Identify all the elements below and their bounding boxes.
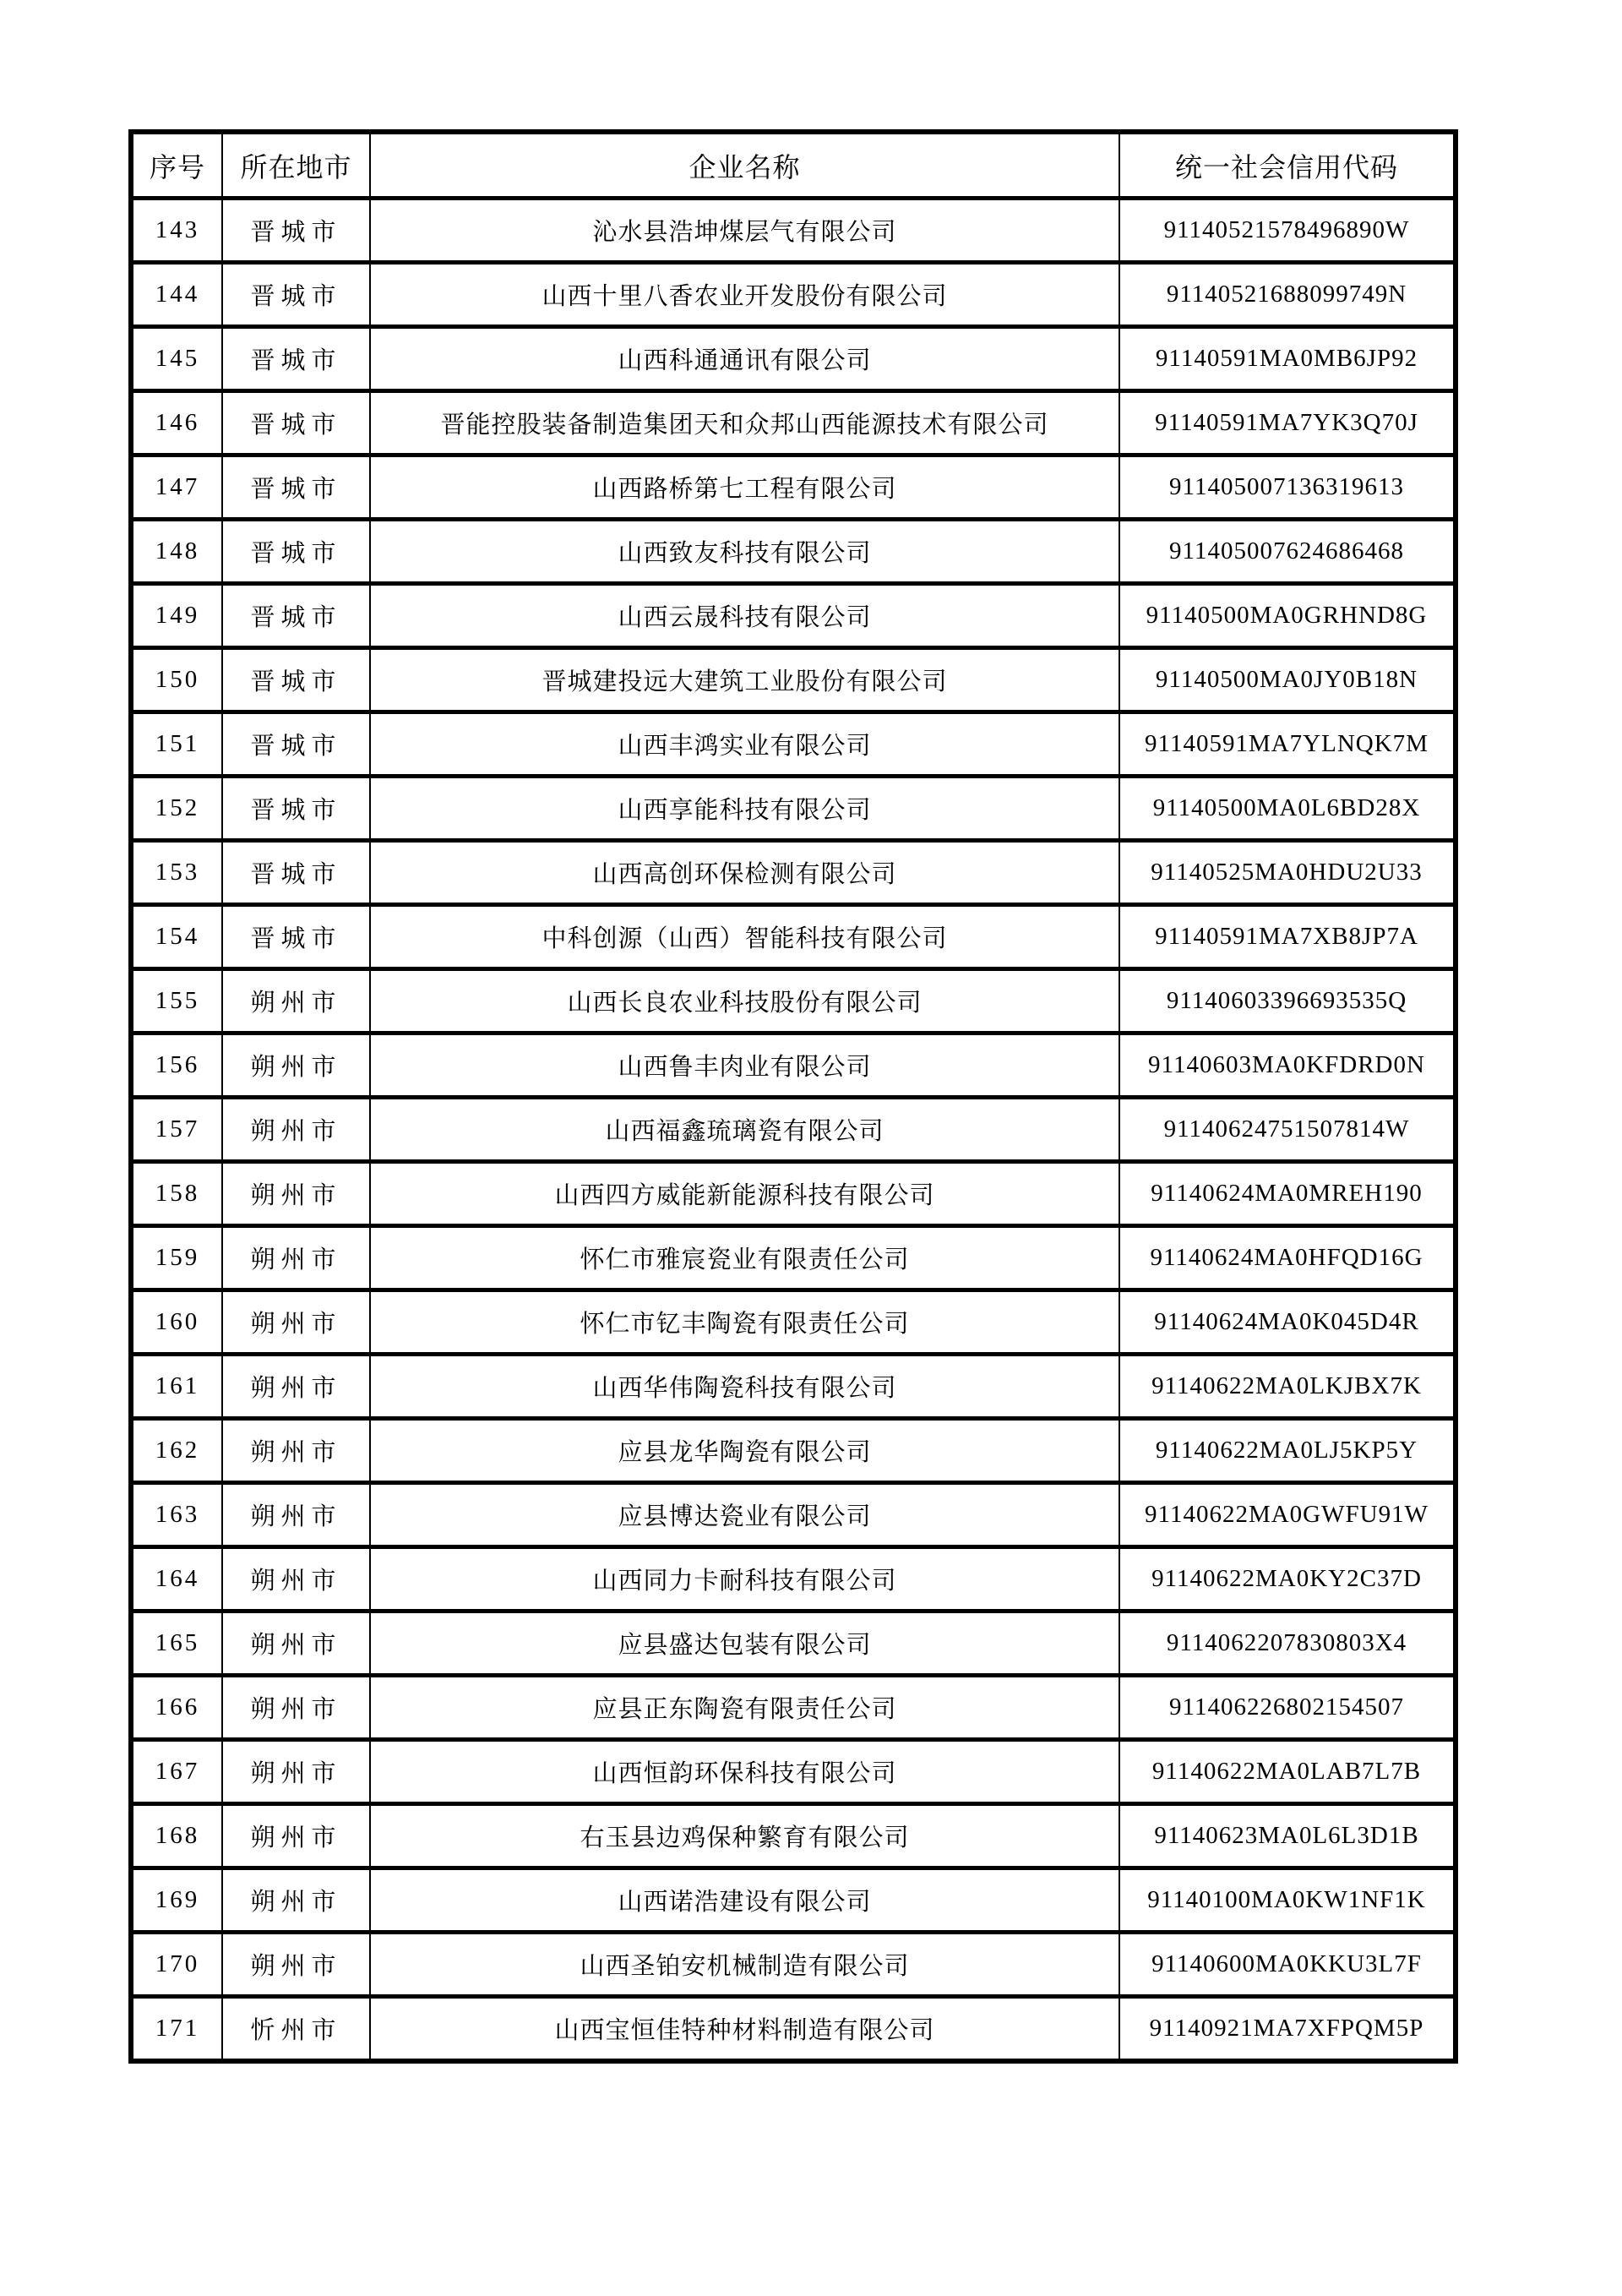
city-cell: 晋城市: [222, 327, 370, 391]
serial-number-cell: 168: [131, 1804, 222, 1868]
serial-number-cell: 159: [131, 1226, 222, 1290]
header-credit-code: 统一社会信用代码: [1119, 132, 1456, 199]
credit-code-cell: 91140500MA0L6BD28X: [1119, 777, 1456, 841]
serial-number-cell: 151: [131, 712, 222, 777]
table-row: [131, 1612, 1456, 1676]
table-row: [131, 1226, 1456, 1290]
table-row: [131, 1933, 1456, 1997]
table-row: [131, 841, 1456, 905]
city-cell: 朔州市: [222, 1162, 370, 1226]
serial-number-cell: 148: [131, 520, 222, 584]
serial-number-cell: 164: [131, 1547, 222, 1612]
company-name-cell: 山西长良农业科技股份有限公司: [370, 969, 1119, 1033]
credit-code-cell: 91140603396693535Q: [1119, 969, 1456, 1033]
credit-code-cell: 91140624MA0MREH190: [1119, 1162, 1456, 1226]
table-row: [131, 391, 1456, 455]
table-row: [131, 1098, 1456, 1162]
city-cell: 朔州市: [222, 1290, 370, 1355]
city-cell: 朔州市: [222, 1804, 370, 1868]
credit-code-cell: 911406226802154507: [1119, 1676, 1456, 1740]
credit-code-cell: 91140521688099749N: [1119, 263, 1456, 327]
serial-number-cell: 165: [131, 1612, 222, 1676]
credit-code-cell: 91140623MA0L6L3D1B: [1119, 1804, 1456, 1868]
city-cell: 朔州市: [222, 1676, 370, 1740]
company-name-cell: 山西恒韵环保科技有限公司: [370, 1740, 1119, 1804]
serial-number-cell: 154: [131, 905, 222, 969]
company-name-cell: 应县盛达包装有限公司: [370, 1612, 1119, 1676]
credit-code-cell: 91140624751507814W: [1119, 1098, 1456, 1162]
credit-code-cell: 91140591MA0MB6JP92: [1119, 327, 1456, 391]
credit-code-cell: 91140624MA0HFQD16G: [1119, 1226, 1456, 1290]
serial-number-cell: 149: [131, 584, 222, 648]
table-row: [131, 455, 1456, 520]
credit-code-cell: 911405007624686468: [1119, 520, 1456, 584]
company-name-cell: 山西高创环保检测有限公司: [370, 841, 1119, 905]
city-cell: 晋城市: [222, 712, 370, 777]
table-row: [131, 712, 1456, 777]
table-row: [131, 1676, 1456, 1740]
credit-code-cell: 91140624MA0K045D4R: [1119, 1290, 1456, 1355]
serial-number-cell: 152: [131, 777, 222, 841]
company-name-cell: 山西路桥第七工程有限公司: [370, 455, 1119, 520]
serial-number-cell: 145: [131, 327, 222, 391]
city-cell: 晋城市: [222, 391, 370, 455]
credit-code-cell: 91140622MA0GWFU91W: [1119, 1483, 1456, 1547]
table-row: [131, 1033, 1456, 1098]
company-name-cell: 山西丰鸿实业有限公司: [370, 712, 1119, 777]
credit-code-cell: 91140591MA7YK3Q70J: [1119, 391, 1456, 455]
credit-code-cell: 9114062207830803X4: [1119, 1612, 1456, 1676]
company-name-cell: 山西圣铂安机械制造有限公司: [370, 1933, 1119, 1997]
table-row: [131, 327, 1456, 391]
company-name-cell: 山西宝恒佳特种材料制造有限公司: [370, 1997, 1119, 2062]
serial-number-cell: 161: [131, 1355, 222, 1419]
table-row: [131, 520, 1456, 584]
serial-number-cell: 167: [131, 1740, 222, 1804]
company-name-cell: 山西十里八香农业开发股份有限公司: [370, 263, 1119, 327]
credit-code-cell: 91140622MA0KY2C37D: [1119, 1547, 1456, 1612]
serial-number-cell: 158: [131, 1162, 222, 1226]
table-row: [131, 777, 1456, 841]
city-cell: 晋城市: [222, 648, 370, 712]
serial-number-cell: 170: [131, 1933, 222, 1997]
credit-code-cell: 91140591MA7XB8JP7A: [1119, 905, 1456, 969]
serial-number-cell: 153: [131, 841, 222, 905]
city-cell: 朔州市: [222, 1098, 370, 1162]
serial-number-cell: 166: [131, 1676, 222, 1740]
city-cell: 晋城市: [222, 520, 370, 584]
city-cell: 朔州市: [222, 1740, 370, 1804]
table-row: [131, 199, 1456, 263]
serial-number-cell: 150: [131, 648, 222, 712]
table-row: [131, 1868, 1456, 1933]
serial-number-cell: 169: [131, 1868, 222, 1933]
city-cell: 朔州市: [222, 1355, 370, 1419]
table-row: [131, 1162, 1456, 1226]
table-row: [131, 1483, 1456, 1547]
city-cell: 晋城市: [222, 777, 370, 841]
company-name-cell: 山西享能科技有限公司: [370, 777, 1119, 841]
credit-code-cell: 91140500MA0JY0B18N: [1119, 648, 1456, 712]
city-cell: 朔州市: [222, 969, 370, 1033]
serial-number-cell: 147: [131, 455, 222, 520]
credit-code-cell: 91140603MA0KFDRD0N: [1119, 1033, 1456, 1098]
company-name-cell: 山西华伟陶瓷科技有限公司: [370, 1355, 1119, 1419]
company-name-cell: 怀仁市钇丰陶瓷有限责任公司: [370, 1290, 1119, 1355]
table-row: [131, 648, 1456, 712]
serial-number-cell: 162: [131, 1419, 222, 1483]
city-cell: 朔州市: [222, 1226, 370, 1290]
serial-number-cell: 160: [131, 1290, 222, 1355]
table-row: [131, 1547, 1456, 1612]
credit-code-cell: 91140500MA0GRHND8G: [1119, 584, 1456, 648]
table-row: [131, 584, 1456, 648]
city-cell: 朔州市: [222, 1612, 370, 1676]
credit-code-cell: 911405007136319613: [1119, 455, 1456, 520]
table-row: [131, 1804, 1456, 1868]
city-cell: 晋城市: [222, 905, 370, 969]
company-name-cell: 晋城建投远大建筑工业股份有限公司: [370, 648, 1119, 712]
city-cell: 朔州市: [222, 1033, 370, 1098]
serial-number-cell: 157: [131, 1098, 222, 1162]
serial-number-cell: 146: [131, 391, 222, 455]
company-name-cell: 应县博达瓷业有限公司: [370, 1483, 1119, 1547]
company-name-cell: 山西诺浩建设有限公司: [370, 1868, 1119, 1933]
company-list-table: [128, 129, 1458, 2064]
company-name-cell: 晋能控股装备制造集团天和众邦山西能源技术有限公司: [370, 391, 1119, 455]
company-name-cell: 山西致友科技有限公司: [370, 520, 1119, 584]
table-row: [131, 969, 1456, 1033]
company-name-cell: 怀仁市雅宸瓷业有限责任公司: [370, 1226, 1119, 1290]
company-name-cell: 中科创源（山西）智能科技有限公司: [370, 905, 1119, 969]
credit-code-cell: 91140622MA0LAB7L7B: [1119, 1740, 1456, 1804]
header-serial-number: 序号: [131, 132, 222, 199]
company-name-cell: 山西同力卡耐科技有限公司: [370, 1547, 1119, 1612]
credit-code-cell: 91140521578496890W: [1119, 199, 1456, 263]
city-cell: 晋城市: [222, 199, 370, 263]
credit-code-cell: 91140600MA0KKU3L7F: [1119, 1933, 1456, 1997]
header-company-name: 企业名称: [370, 132, 1119, 199]
table-row: [131, 1355, 1456, 1419]
header-city: 所在地市: [222, 132, 370, 199]
serial-number-cell: 156: [131, 1033, 222, 1098]
city-cell: 朔州市: [222, 1483, 370, 1547]
city-cell: 朔州市: [222, 1419, 370, 1483]
credit-code-cell: 91140622MA0LJ5KP5Y: [1119, 1419, 1456, 1483]
city-cell: 晋城市: [222, 263, 370, 327]
company-name-cell: 沁水县浩坤煤层气有限公司: [370, 199, 1119, 263]
city-cell: 朔州市: [222, 1933, 370, 1997]
serial-number-cell: 144: [131, 263, 222, 327]
company-name-cell: 山西云晟科技有限公司: [370, 584, 1119, 648]
serial-number-cell: 171: [131, 1997, 222, 2062]
table-row: [131, 1290, 1456, 1355]
serial-number-cell: 143: [131, 199, 222, 263]
table-row: [131, 1740, 1456, 1804]
serial-number-cell: 155: [131, 969, 222, 1033]
city-cell: 朔州市: [222, 1868, 370, 1933]
company-name-cell: 应县正东陶瓷有限责任公司: [370, 1676, 1119, 1740]
table-row: [131, 1997, 1456, 2062]
company-name-cell: 应县龙华陶瓷有限公司: [370, 1419, 1119, 1483]
city-cell: 朔州市: [222, 1547, 370, 1612]
table-row: [131, 263, 1456, 327]
company-name-cell: 山西福鑫琉璃瓷有限公司: [370, 1098, 1119, 1162]
company-name-cell: 山西科通通讯有限公司: [370, 327, 1119, 391]
table-row: [131, 905, 1456, 969]
credit-code-cell: 91140100MA0KW1NF1K: [1119, 1868, 1456, 1933]
company-name-cell: 右玉县边鸡保种繁育有限公司: [370, 1804, 1119, 1868]
city-cell: 晋城市: [222, 455, 370, 520]
city-cell: 晋城市: [222, 584, 370, 648]
credit-code-cell: 91140591MA7YLNQK7M: [1119, 712, 1456, 777]
company-name-cell: 山西鲁丰肉业有限公司: [370, 1033, 1119, 1098]
table-row: [131, 1419, 1456, 1483]
credit-code-cell: 91140622MA0LKJBX7K: [1119, 1355, 1456, 1419]
credit-code-cell: 91140921MA7XFPQM5P: [1119, 1997, 1456, 2062]
company-name-cell: 山西四方威能新能源科技有限公司: [370, 1162, 1119, 1226]
serial-number-cell: 163: [131, 1483, 222, 1547]
credit-code-cell: 91140525MA0HDU2U33: [1119, 841, 1456, 905]
city-cell: 忻州市: [222, 1997, 370, 2062]
city-cell: 晋城市: [222, 841, 370, 905]
table-header-row: [131, 132, 1456, 199]
